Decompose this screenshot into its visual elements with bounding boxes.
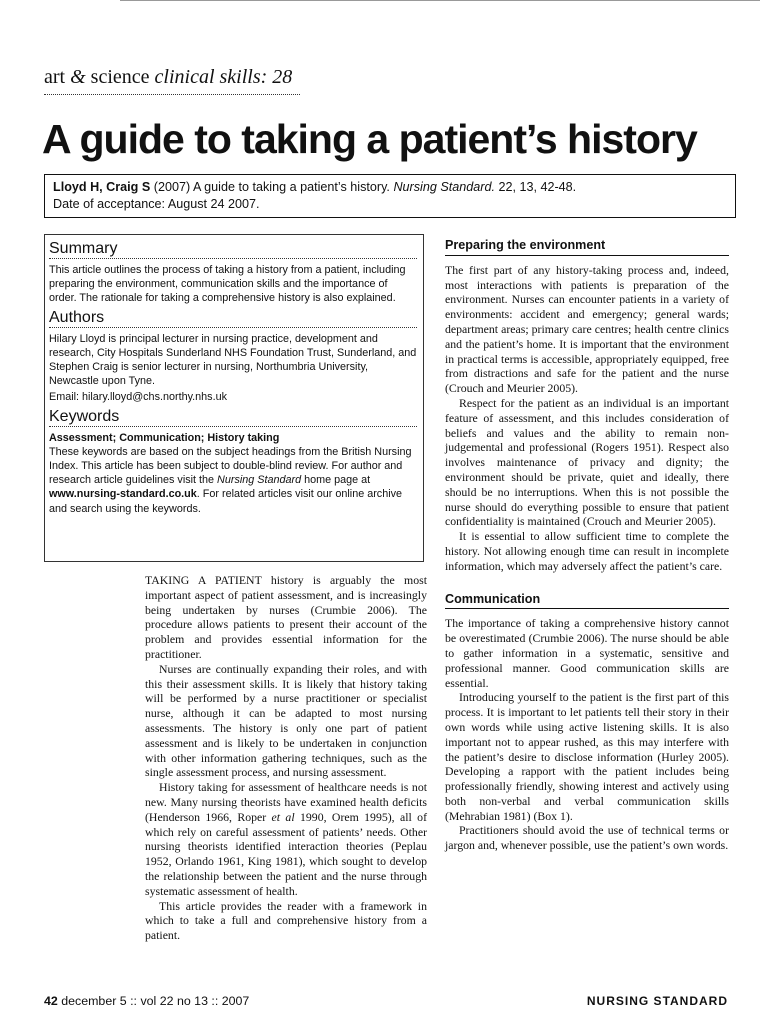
- body-paragraph: Practitioners should avoid the use of technical terms or jargon and, whenever possible, use the patient’s own words.: [445, 823, 729, 853]
- section-heading-communication: Communication: [445, 592, 729, 610]
- keywords-journal-name: Nursing Standard: [217, 474, 302, 487]
- keywords-text-b: home page at: [301, 474, 371, 487]
- website-link[interactable]: www.nursing-standard.co.uk: [49, 488, 197, 501]
- citation-text: (2007) A guide to taking a patient’s history.: [150, 180, 394, 194]
- summary-sidebar: [44, 234, 424, 562]
- keywords-heading: Keywords: [49, 407, 417, 427]
- kicker-science: science: [85, 66, 155, 88]
- citation-volume: 22, 13, 42-48.: [494, 180, 577, 194]
- body-paragraph: Respect for the patient as an individual is an important feature of assessment, and this includes consideration of beliefs and values and the ability to remain non-judgemental and professional (Rogers 1951). Respect also involves maintenance of privacy and dignity; the environment should be private, quiet and ideally, there should be no interruptions. When this is not possible the nurse should do everything possible to ensure that patient confidentiality is maintained (Crouch and Meurier 2005).: [445, 395, 729, 529]
- et-al: et al: [271, 809, 295, 824]
- series-kicker: [44, 66, 292, 89]
- body-paragraph: Nurses are continually expanding their roles, and with this their assessment skills. It is likely that history taking will be performed by a nurse practitioner or specialist nurse, although it can be adapted to most nursing assessments. The history is only one part of patient assessment and is likely to be undertaken in conjunction with other information gathering techniques, such as the single assessment process, and nursing assessment.: [145, 661, 427, 780]
- journal-name: NURSING STANDARD: [586, 994, 728, 1008]
- body-paragraph: It is essential to allow sufficient time to complete the history. Not allowing enough time can result in incomplete information, which may adversely affect the patient’s care.: [445, 529, 729, 573]
- kicker-dotted-rule: [44, 94, 300, 95]
- body-paragraph: The importance of taking a comprehensive history cannot be overestimated (Crumbie 2006). The nurse should be able to gather information in a systematic, sensitive and professional manner. Good communication skills are essential.: [445, 616, 729, 690]
- paragraph-text: 1990, Orem 1995), all of which rely on careful assessment of patients’ needs. Other nursing theorists identified interaction theories (Peplau 1952, Orlando 1961, King 1981), which sought to develop the relationship between the patient and the nurse through systematic assessment of health.: [145, 809, 427, 898]
- keyword-terms: Assessment; Communication; History taking: [49, 431, 280, 444]
- keywords-text-c: . For related articles visit our online archive and search using the keywords.: [49, 488, 403, 515]
- intro-paragraph: TAKING A PATIENT history is arguably the most important aspect of patient assessment, and is increasingly being undertaken by nurses (Crumbie 2006). The procedure allows patients to present their account of the problem and provides essential information for the practitioner.: [145, 573, 427, 661]
- authors-heading: Authors: [49, 308, 417, 328]
- body-paragraph: This article provides the reader with a framework in which to take a full and comprehensive history from a patient.: [145, 898, 427, 943]
- body-paragraph: Introducing yourself to the patient is the first part of this process. It is important to let patients tell their story in their own words while using active listening skills. It is also important not to appear rushed, as this may interfere with the patient’s desire to disclose information (Hurley 2005). Developing a rapport with the patient includes being professionally friendly, showing interest and actively using both non-verbal and verbal communication skills (Mehrabian 1981) (Box 1).: [445, 690, 729, 823]
- acceptance-date: Date of acceptance: August 24 2007.: [53, 197, 260, 211]
- citation-journal: Nursing Standard.: [393, 180, 495, 194]
- page-number: 42: [44, 994, 58, 1008]
- body-paragraph: [145, 780, 427, 898]
- citation-box: [44, 174, 736, 218]
- citation-line: [53, 179, 727, 196]
- summary-text: This article outlines the process of taking a history from a patient, including preparing the environment, communication skills and the importance of order. The rationale for taking a comprehensive history is also explained.: [49, 264, 406, 305]
- issue-info: december 5 :: vol 22 no 13 :: 2007: [57, 994, 250, 1008]
- article-title: A guide to taking a patient’s history: [42, 116, 697, 162]
- kicker-ampersand: &: [70, 66, 86, 88]
- kicker-clinical-skills: clinical skills: 28: [154, 66, 293, 88]
- page-footer: [44, 994, 249, 1008]
- kicker-prefix: art: [44, 66, 71, 88]
- author-email[interactable]: Email: hilary.lloyd@chs.northy.nhs.uk: [49, 391, 227, 404]
- keywords-text: [49, 445, 417, 516]
- body-right-column: [445, 238, 729, 853]
- body-left-column: [145, 573, 427, 943]
- citation-authors: Lloyd H, Craig S: [53, 180, 151, 194]
- keywords-text-a: These keywords are based on the subject headings from the British Nursing Index. This article has been subject to double-blind review. For author and research article guidelines visit the: [49, 445, 412, 487]
- section-heading-environment: Preparing the environment: [445, 238, 729, 256]
- summary-heading: Summary: [49, 239, 417, 259]
- paragraph-text: History taking for assessment of healthcare needs is not new. Many nursing theorists have examined health deficits (Henderson 1966, Roper: [145, 780, 427, 824]
- top-rule: [120, 0, 760, 1]
- authors-text: Hilary Lloyd is principal lecturer in nursing practice, development and research, City Hospitals Sunderland NHS Foundation Trust, Sunderland, and Stephen Craig is senior lecturer in nursing, Northumbria University, Newcastle upon Tyne.: [49, 332, 417, 388]
- body-paragraph: The first part of any history-taking process and, indeed, most interactions with patients is preparation of the environment. Nurses can encounter patients in a variety of environments: accident and emergency; general wards; department areas; primary care centres; health centre clinics and the patient’s home. It is important that the environment in practical terms is accessible, appropriately equipped, free from distractions and safe for the patient and the nurse (Crouch and Meurier 2005).: [445, 262, 729, 396]
